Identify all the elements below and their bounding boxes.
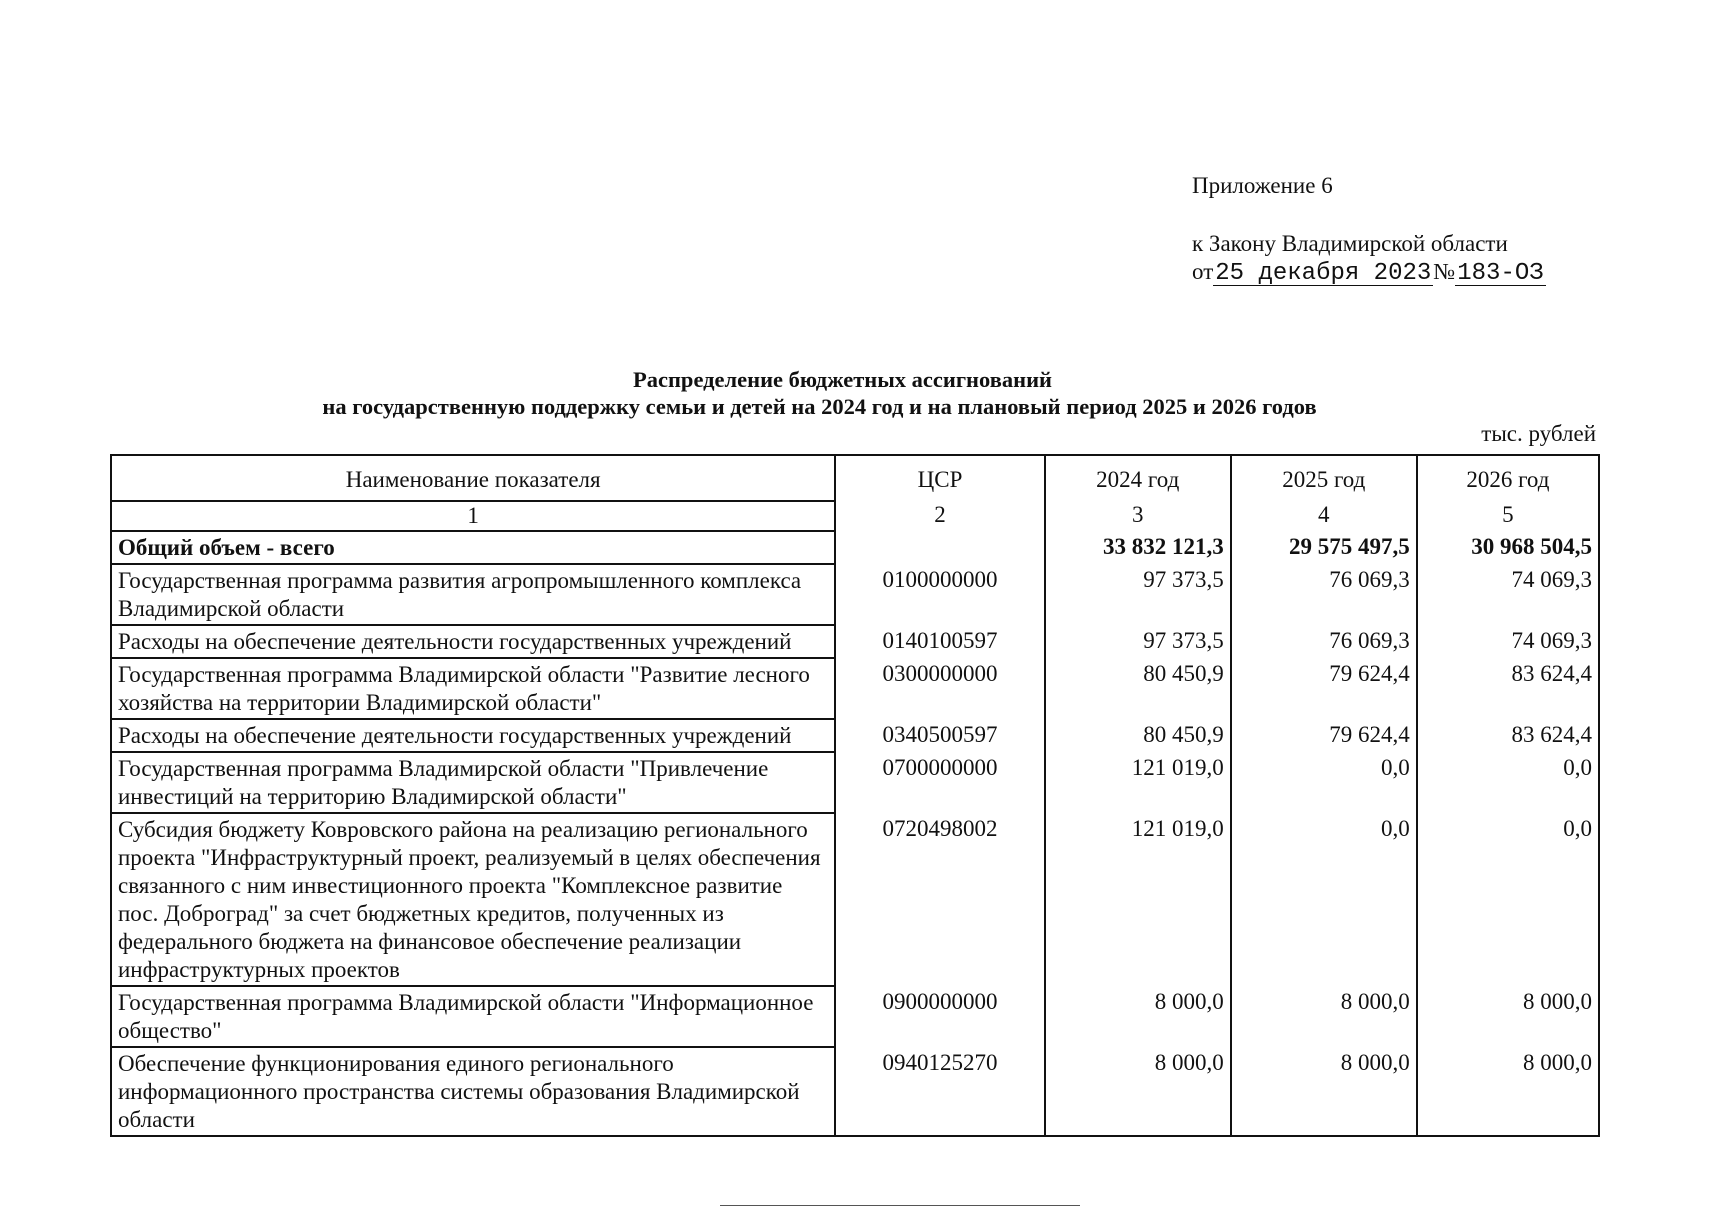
row-2026: 83 624,4 (1417, 719, 1599, 752)
row-2025: 76 069,3 (1231, 625, 1417, 658)
appendix-block (1192, 172, 1546, 286)
budget-table (110, 454, 1600, 1137)
row-2026: 8 000,0 (1417, 986, 1599, 1047)
row-2025: 0,0 (1231, 752, 1417, 813)
row-2025: 8 000,0 (1231, 1047, 1417, 1136)
row-name: Государственная программа Владимирской области "Привлечение инвестиций на территорию Владимирской области" (111, 752, 835, 813)
row-2024: 121 019,0 (1045, 813, 1231, 986)
colnum-2: 2 (835, 501, 1044, 531)
row-name: Расходы на обеспечение деятельности государственных учреждений (111, 625, 835, 658)
row-2026: 74 069,3 (1417, 564, 1599, 625)
row-2025: 79 624,4 (1231, 719, 1417, 752)
row-2026: 8 000,0 (1417, 1047, 1599, 1136)
row-code: 0300000000 (835, 658, 1044, 719)
table-row (111, 813, 1599, 986)
row-2024: 121 019,0 (1045, 752, 1231, 813)
total-name: Общий объем - всего (111, 531, 835, 564)
row-2026: 74 069,3 (1417, 625, 1599, 658)
total-code (835, 531, 1044, 564)
law-date: 25 декабря 2023 (1215, 260, 1432, 287)
row-code: 0100000000 (835, 564, 1044, 625)
row-name: Государственная программа развития агропромышленного комплекса Владимирской области (111, 564, 835, 625)
row-name: Государственная программа Владимирской области "Развитие лесного хозяйства на территории Владимирской области" (111, 658, 835, 719)
colnum-1: 1 (111, 501, 835, 531)
row-2024: 97 373,5 (1045, 564, 1231, 625)
from-label: от (1192, 259, 1214, 284)
row-2024: 80 450,9 (1045, 719, 1231, 752)
row-2026: 0,0 (1417, 752, 1599, 813)
row-name: Обеспечение функционирования единого регионального информационного пространства системы образования Владимирской области (111, 1047, 835, 1136)
row-2026: 0,0 (1417, 813, 1599, 986)
row-name: Расходы на обеспечение деятельности государственных учреждений (111, 719, 835, 752)
number-label: № (1433, 259, 1456, 284)
row-code: 0940125270 (835, 1047, 1044, 1136)
total-2024: 33 832 121,3 (1045, 531, 1231, 564)
row-name: Субсидия бюджету Ковровского района на реализацию регионального проекта "Инфраструктурный проект, реализуемый в целях обеспечения связанного с ним инвестиционного проекта "Комплексное развитие пос. Доброград" за счет бюджетных кредитов, полученных из федерального бюджета на финансовое обеспечение реализации инфраструктурных проектов (111, 813, 835, 986)
table-header-row (111, 455, 1599, 501)
appendix-number: Приложение 6 (1192, 173, 1333, 198)
document-title-line1: Распределение бюджетных ассигнований (632, 367, 1053, 392)
table-row (111, 625, 1599, 658)
total-2026: 30 968 504,5 (1417, 531, 1599, 564)
row-2026: 83 624,4 (1417, 658, 1599, 719)
document-title-line2: на государственную поддержку семьи и детей на 2024 год и на плановый период 2025 и 2026 годов (322, 394, 1317, 419)
row-2025: 8 000,0 (1231, 986, 1417, 1047)
table-column-numbers-row (111, 501, 1599, 531)
row-2024: 80 450,9 (1045, 658, 1231, 719)
table-row (111, 1047, 1599, 1136)
row-2024: 97 373,5 (1045, 625, 1231, 658)
total-row (111, 531, 1599, 564)
row-2025: 0,0 (1231, 813, 1417, 986)
colnum-4: 4 (1231, 501, 1417, 531)
table-row (111, 564, 1599, 625)
header-2025: 2025 год (1231, 455, 1417, 501)
row-name: Государственная программа Владимирской области "Информационное общество" (111, 986, 835, 1047)
header-code: ЦСР (835, 455, 1044, 501)
row-code: 0340500597 (835, 719, 1044, 752)
table-row (111, 719, 1599, 752)
row-2025: 79 624,4 (1231, 658, 1417, 719)
row-2024: 8 000,0 (1045, 1047, 1231, 1136)
law-number: 183-ОЗ (1457, 260, 1544, 287)
row-code: 0140100597 (835, 625, 1044, 658)
header-name: Наименование показателя (111, 455, 835, 501)
table-row (111, 986, 1599, 1047)
row-2025: 76 069,3 (1231, 564, 1417, 625)
header-2026: 2026 год (1417, 455, 1599, 501)
row-code: 0900000000 (835, 986, 1044, 1047)
row-2024: 8 000,0 (1045, 986, 1231, 1047)
units-label: тыс. рублей (1481, 421, 1596, 446)
row-code: 0700000000 (835, 752, 1044, 813)
header-2024: 2024 год (1045, 455, 1231, 501)
appendix-law-reference: к Закону Владимирской области (1192, 231, 1508, 256)
law-date-number-line (1192, 258, 1546, 286)
row-code: 0720498002 (835, 813, 1044, 986)
colnum-5: 5 (1417, 501, 1599, 531)
table-row (111, 658, 1599, 719)
colnum-3: 3 (1045, 501, 1231, 531)
table-row (111, 752, 1599, 813)
total-2025: 29 575 497,5 (1231, 531, 1417, 564)
